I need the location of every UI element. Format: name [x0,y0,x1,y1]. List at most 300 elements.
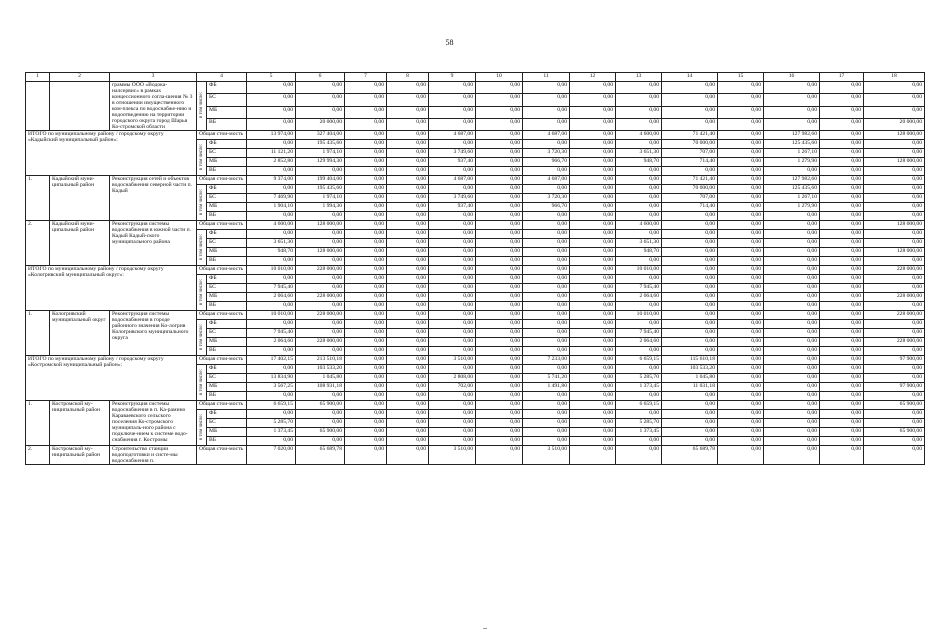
value-cell: 65 689,78 [296,446,345,465]
value-cell: 0,00 [387,320,429,329]
value-cell: 0,00 [616,194,662,203]
value-cell: 103 533,20 [662,365,718,374]
fund-cell: БС [207,194,247,203]
fund-cell: БС [207,149,247,158]
value-cell: 0,00 [429,257,476,266]
vertical-label: в том числе: [198,188,204,215]
value-cell: 0,00 [476,266,523,275]
value-cell: 0,00 [345,428,387,437]
vertical-label-cell [197,185,207,221]
value-cell: 0,00 [387,356,429,365]
value-cell: 228 000,00 [296,338,345,347]
value-cell: 1 267,10 [764,194,820,203]
value-cell: 0,00 [616,392,662,401]
value-cell: 0,00 [570,230,616,239]
vertical-label-cell [197,275,207,311]
value-cell: 0,00 [570,428,616,437]
value-cell: 0,00 [820,230,864,239]
column-header: 15 [718,73,764,82]
value-cell: 0,00 [718,347,764,356]
value-cell: 0,00 [476,230,523,239]
value-cell: 128 000,00 [296,248,345,257]
value-cell: 0,00 [345,221,387,230]
value-cell: 0,00 [345,140,387,149]
value-cell: 0,00 [523,167,570,176]
value-cell: 5 285,70 [616,419,662,428]
value-cell: 20 000,00 [296,118,345,130]
total-cost-label: Общая стои-мость [197,356,247,365]
value-cell: 0,00 [570,347,616,356]
value-cell: 0,00 [429,293,476,302]
value-cell: 0,00 [718,266,764,275]
value-cell: 0,00 [247,230,296,239]
value-cell: 0,00 [429,106,476,118]
value-cell: 0,00 [476,185,523,194]
table-row [26,82,925,94]
value-cell: 127 982,60 [764,131,820,140]
value-cell: 0,00 [864,446,925,465]
value-cell: 0,00 [296,230,345,239]
value-cell: 0,00 [820,106,864,118]
value-cell: 103 533,20 [296,365,345,374]
project-description: Реконструкция сетей и объектов водоснабжения северной части п. Кадый [110,176,197,221]
value-cell: 0,00 [476,106,523,118]
value-cell: 0,00 [764,239,820,248]
value-cell: 0,00 [247,140,296,149]
value-cell: 0,00 [662,329,718,338]
value-cell: 0,00 [718,365,764,374]
value-cell: 0,00 [476,167,523,176]
value-cell: 0,00 [476,401,523,410]
header-row [26,73,925,82]
value-cell: 4 687,00 [523,176,570,185]
fund-cell: БС [207,284,247,293]
value-cell: 0,00 [476,320,523,329]
value-cell: 0,00 [864,194,925,203]
value-cell: 1 279,90 [764,158,820,167]
value-cell: 4 600,00 [616,131,662,140]
fund-cell: МБ [207,158,247,167]
vertical-label: в том числе: [198,368,204,395]
itogo-total-row [26,356,925,365]
value-cell: 0,00 [476,118,523,130]
value-cell: 0,00 [247,437,296,446]
fund-cell: ФБ [207,230,247,239]
value-cell: 0,00 [523,365,570,374]
value-cell: 0,00 [764,383,820,392]
value-cell: 0,00 [718,446,764,465]
value-cell: 0,00 [523,284,570,293]
value-cell: 0,00 [820,437,864,446]
value-cell: 0,00 [570,239,616,248]
value-cell: 0,00 [345,356,387,365]
value-cell: 3 510,00 [429,356,476,365]
value-cell: 6 659,15 [616,356,662,365]
value-cell: 0,00 [718,401,764,410]
value-cell: 0,00 [345,212,387,221]
value-cell: 0,00 [718,275,764,284]
value-cell: 0,00 [570,194,616,203]
value-cell: 10 010,00 [616,266,662,275]
value-cell: 0,00 [387,284,429,293]
value-cell: 0,00 [523,311,570,320]
item-total-row [26,311,925,320]
value-cell: 0,00 [476,302,523,311]
value-cell: 0,00 [864,203,925,212]
value-cell: 0,00 [764,284,820,293]
value-cell: 2 064,60 [616,338,662,347]
value-cell: 0,00 [764,293,820,302]
value-cell: 0,00 [476,347,523,356]
value-cell: 948,70 [616,248,662,257]
value-cell: 108 931,18 [296,383,345,392]
value-cell: 0,00 [570,302,616,311]
value-cell: 0,00 [345,329,387,338]
value-cell: 0,00 [523,248,570,257]
value-cell: 0,00 [387,347,429,356]
value-cell: 0,00 [296,419,345,428]
value-cell: 0,00 [429,410,476,419]
project-description: Реконструкция системы водоснабжения в п. Ка-рамино Караваевского сельского поселения Ко-стромского муниципаль-ного района с подключе-нием к системе водо-снабжения г. Костромы [110,401,197,446]
value-cell: 0,00 [345,311,387,320]
value-cell: 0,00 [718,257,764,266]
column-header: 9 [429,73,476,82]
value-cell: 3 651,30 [616,149,662,158]
value-cell: 3 567,25 [247,383,296,392]
value-cell: 3 510,00 [523,446,570,465]
value-cell: 0,00 [429,266,476,275]
value-cell: 0,00 [345,275,387,284]
value-cell: 0,00 [764,257,820,266]
value-cell: 2 852,80 [247,158,296,167]
value-cell: 0,00 [345,230,387,239]
value-cell: 0,00 [616,140,662,149]
value-cell: 0,00 [820,212,864,221]
value-cell: 0,00 [570,94,616,106]
value-cell: 0,00 [662,275,718,284]
value-cell: 0,00 [387,365,429,374]
row-number-cell [26,82,50,131]
value-cell: 1 045,80 [296,374,345,383]
value-cell: 213 510,18 [296,356,345,365]
value-cell: 0,00 [476,329,523,338]
value-cell: 0,00 [476,140,523,149]
value-cell: 0,00 [296,347,345,356]
value-cell: 0,00 [662,167,718,176]
fund-cell: ВБ [207,302,247,311]
value-cell: 13 834,90 [247,374,296,383]
value-cell: 0,00 [345,149,387,158]
column-header: 5 [247,73,296,82]
value-cell: 0,00 [296,106,345,118]
value-cell: 0,00 [616,302,662,311]
value-cell: 0,00 [820,203,864,212]
value-cell: 0,00 [523,185,570,194]
value-cell: 0,00 [616,257,662,266]
fund-cell: ВБ [207,212,247,221]
value-cell: 0,00 [820,365,864,374]
value-cell: 0,00 [662,401,718,410]
value-cell: 0,00 [820,446,864,465]
value-cell: 0,00 [616,347,662,356]
value-cell: 0,00 [476,221,523,230]
value-cell: 0,00 [570,446,616,465]
value-cell: 0,00 [476,176,523,185]
value-cell: 0,00 [820,320,864,329]
value-cell: 0,00 [864,347,925,356]
total-cost-label: Общая стои-мость [197,221,247,230]
value-cell: 0,00 [764,419,820,428]
value-cell: 0,00 [247,212,296,221]
value-cell: 0,00 [570,257,616,266]
value-cell: 20 000,00 [864,118,925,130]
value-cell: 707,00 [662,194,718,203]
column-header: 1 [26,73,50,82]
column-header: 4 [197,73,247,82]
value-cell: 0,00 [662,106,718,118]
value-cell: 0,00 [296,437,345,446]
vertical-label: в том числе: [198,233,204,260]
value-cell: 6 659,15 [616,401,662,410]
value-cell: 97 900,00 [864,383,925,392]
total-cost-label: Общая стои-мость [197,131,247,140]
itogo-total-row [26,266,925,275]
value-cell: 0,00 [296,82,345,94]
vertical-label-cell [197,140,207,176]
value-cell: 0,00 [296,392,345,401]
value-cell: 327 404,00 [296,131,345,140]
value-cell: 0,00 [387,158,429,167]
value-cell: 0,00 [247,82,296,94]
value-cell: 10 010,00 [247,266,296,275]
value-cell: 0,00 [864,176,925,185]
value-cell: 0,00 [296,329,345,338]
value-cell: 0,00 [764,320,820,329]
district-name: Кологривский муниципальный округ [50,311,110,356]
value-cell: 0,00 [247,392,296,401]
value-cell: 0,00 [570,374,616,383]
value-cell: 0,00 [820,293,864,302]
vertical-label: в том числе: [198,413,204,440]
fund-cell: БС [207,239,247,248]
value-cell: 0,00 [247,106,296,118]
value-cell: 0,00 [820,194,864,203]
value-cell: 0,00 [387,203,429,212]
total-cost-label: Общая стои-мость [197,446,247,465]
value-cell: 0,00 [616,203,662,212]
fund-cell: ВБ [207,167,247,176]
value-cell: 0,00 [662,221,718,230]
fund-cell: БС [207,374,247,383]
value-cell: 0,00 [616,106,662,118]
value-cell: 0,00 [616,275,662,284]
value-cell: 3 651,30 [247,239,296,248]
value-cell: 0,00 [864,284,925,293]
value-cell: 0,00 [476,275,523,284]
item-number: 2. [26,221,50,266]
fund-cell: МБ [207,203,247,212]
value-cell: 0,00 [662,230,718,239]
value-cell: 0,00 [523,94,570,106]
value-cell: 0,00 [616,118,662,130]
value-cell: 4 687,00 [429,176,476,185]
column-header: 8 [387,73,429,82]
value-cell: 0,00 [662,266,718,275]
value-cell: 0,00 [345,194,387,203]
value-cell: 0,00 [570,221,616,230]
value-cell: 0,00 [570,248,616,257]
vertical-label-cell [197,82,207,131]
value-cell: 2 064,60 [247,293,296,302]
value-cell: 0,00 [662,239,718,248]
value-cell: 0,00 [820,118,864,130]
value-cell: 1 267,10 [764,149,820,158]
value-cell: 0,00 [387,446,429,465]
fund-cell: ВБ [207,392,247,401]
value-cell: 0,00 [820,94,864,106]
value-cell: 0,00 [345,82,387,94]
value-cell: 0,00 [387,167,429,176]
value-cell: 707,00 [662,149,718,158]
value-cell: 0,00 [429,320,476,329]
value-cell: 0,00 [429,401,476,410]
value-cell: 0,00 [662,410,718,419]
value-cell: 0,00 [345,257,387,266]
value-cell: 0,00 [718,284,764,293]
value-cell: 0,00 [387,293,429,302]
value-cell: 0,00 [820,347,864,356]
project-description: Реконструкция системы водоснабжения в южной части п. Кадый Кадый-ского муниципального района [110,221,197,266]
value-cell: 0,00 [345,365,387,374]
value-cell: 0,00 [247,347,296,356]
value-cell: 0,00 [820,266,864,275]
value-cell: 0,00 [718,428,764,437]
value-cell: 0,00 [864,275,925,284]
column-header: 6 [296,73,345,82]
value-cell: 0,00 [718,212,764,221]
value-cell: 0,00 [345,94,387,106]
value-cell: 65 900,00 [864,401,925,410]
value-cell: 0,00 [387,437,429,446]
fund-cell: ФБ [207,82,247,94]
value-cell: 0,00 [820,82,864,94]
value-cell: 0,00 [864,257,925,266]
value-cell: 0,00 [764,167,820,176]
value-cell: 195 435,60 [296,140,345,149]
value-cell: 0,00 [429,302,476,311]
value-cell: 0,00 [764,410,820,419]
value-cell: 0,00 [820,140,864,149]
itogo-label: ИТОГО по муниципальному району / городскому округу «Костромской муниципальный район»: [26,356,197,401]
column-header: 10 [476,73,523,82]
value-cell: 0,00 [387,401,429,410]
value-cell: 0,00 [864,365,925,374]
value-cell: 0,00 [764,392,820,401]
value-cell: 0,00 [718,302,764,311]
value-cell: 0,00 [429,140,476,149]
value-cell: 0,00 [523,239,570,248]
value-cell: 10 010,00 [247,311,296,320]
value-cell: 0,00 [764,428,820,437]
value-cell: 0,00 [616,446,662,465]
value-cell: 0,00 [345,320,387,329]
value-cell: 0,00 [247,275,296,284]
value-cell: 7 469,90 [247,194,296,203]
value-cell: 0,00 [476,383,523,392]
value-cell: 0,00 [523,347,570,356]
value-cell: 0,00 [247,410,296,419]
value-cell: 0,00 [662,419,718,428]
value-cell: 0,00 [345,131,387,140]
fund-cell: МБ [207,383,247,392]
value-cell: 0,00 [718,410,764,419]
value-cell: 0,00 [476,338,523,347]
value-cell: 0,00 [345,302,387,311]
value-cell: 0,00 [764,82,820,94]
value-cell: 0,00 [820,374,864,383]
value-cell: 0,00 [523,275,570,284]
value-cell: 0,00 [523,140,570,149]
value-cell: 1 974,10 [296,194,345,203]
value-cell: 0,00 [616,82,662,94]
value-cell: 0,00 [476,194,523,203]
value-cell: 0,00 [429,185,476,194]
value-cell: 0,00 [476,149,523,158]
value-cell: 0,00 [345,158,387,167]
value-cell: 7 233,00 [523,356,570,365]
value-cell: 0,00 [662,212,718,221]
value-cell: 0,00 [387,338,429,347]
value-cell: 0,00 [718,94,764,106]
value-cell: 0,00 [764,347,820,356]
value-cell: 0,00 [864,149,925,158]
fund-cell: МБ [207,293,247,302]
value-cell: 0,00 [476,203,523,212]
value-cell: 0,00 [429,392,476,401]
column-header: 17 [820,73,864,82]
value-cell: 0,00 [247,118,296,130]
value-cell: 0,00 [820,221,864,230]
value-cell: 0,00 [476,131,523,140]
value-cell: 228 000,00 [296,266,345,275]
value-cell: 0,00 [387,311,429,320]
value-cell: 0,00 [429,118,476,130]
value-cell: 0,00 [570,311,616,320]
value-cell: 0,00 [864,140,925,149]
value-cell: 7 945,40 [616,284,662,293]
value-cell: 937,40 [429,203,476,212]
value-cell: 0,00 [429,338,476,347]
value-cell: 3 510,00 [429,446,476,465]
value-cell: 128 000,00 [864,158,925,167]
value-cell: 0,00 [764,275,820,284]
value-cell: 0,00 [429,221,476,230]
value-cell: 1 904,10 [247,203,296,212]
value-cell: 0,00 [247,167,296,176]
value-cell: 0,00 [864,230,925,239]
value-cell: 0,00 [345,185,387,194]
value-cell: 0,00 [429,419,476,428]
value-cell: 128 000,00 [864,221,925,230]
value-cell: 0,00 [662,257,718,266]
fund-cell: ФБ [207,185,247,194]
value-cell: 0,00 [345,374,387,383]
value-cell: 0,00 [345,437,387,446]
value-cell: 0,00 [429,230,476,239]
value-cell: 714,40 [662,203,718,212]
value-cell: 128 000,00 [296,221,345,230]
value-cell: 0,00 [764,248,820,257]
